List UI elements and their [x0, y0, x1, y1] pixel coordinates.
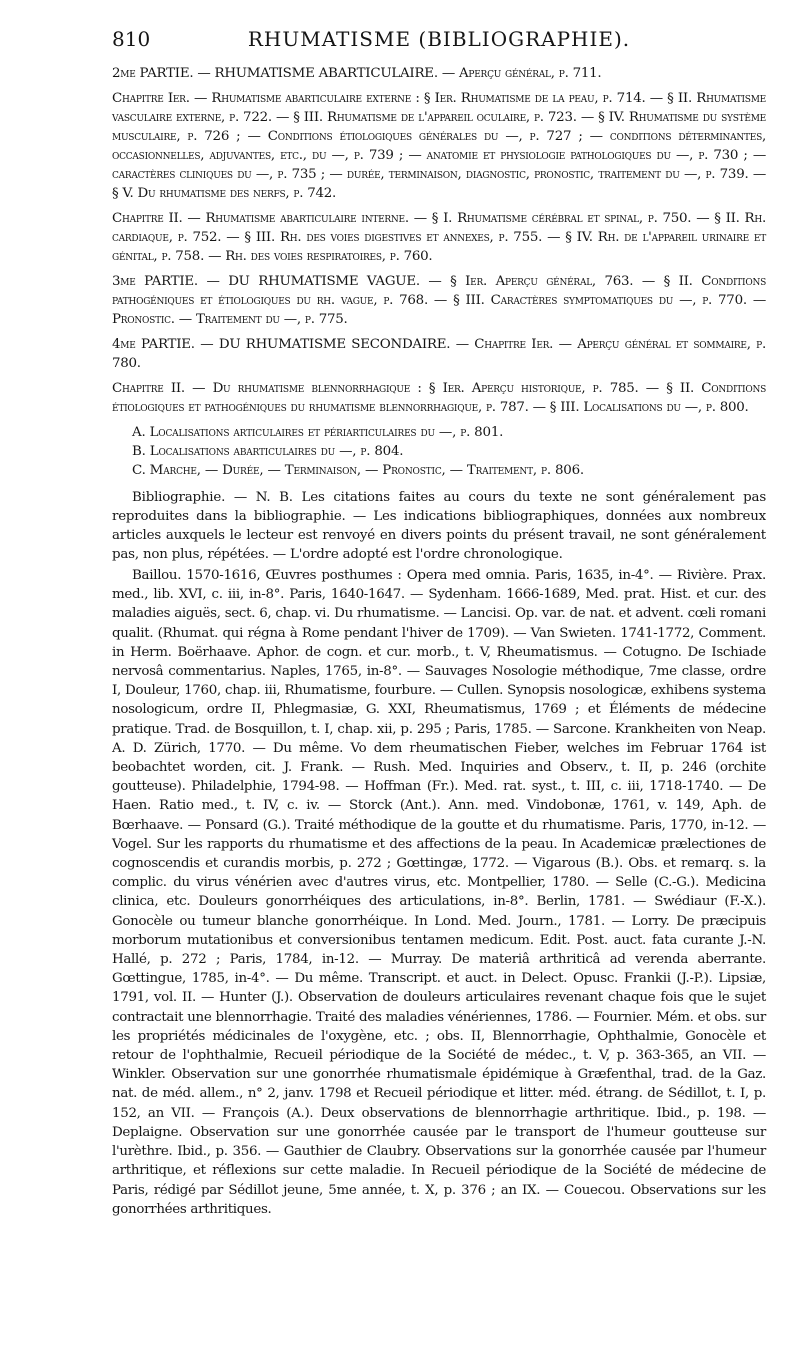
page-number: 810	[112, 27, 151, 51]
bibliography-intro: Bibliographie. — N. B. Les citations faites au cours du texte ne sont généralement pas reproduites dans la bibliographie. — Les indications bibliographiques, données aux nombreux articles auxquels le lecteur est renvoyé en divers points du présent travail, ne sont généralement pas, non plus, répétées. — L'ordre adopté est l'ordre chronologique.	[112, 490, 766, 562]
running-title: RHUMATISME (BIBLIOGRAPHIE).	[247, 27, 631, 51]
section-part-3: 3me PARTIE. — DU RHUMATISME VAGUE. — § Ier. Aperçu général, 763. — § II. Conditions pathogéniques et étiologiques du rh. vague, p. 768. — § III. Caractères symptomatiques du —, p. 770. — Pronostic. — Traitement du —, p. 775.	[112, 274, 766, 327]
section-chapter-2-blennorrhagique: Chapitre II. — Du rhumatisme blennorrhagique : § Ier. Aperçu historique, p. 785. — § II. Conditions étiologiques et pathogéniques du rhumatisme blennorrhagique, p. 787. — § III. Localisations du —, p. 800.	[112, 381, 766, 415]
section-part-4: 4me PARTIE. — DU RHUMATISME SECONDAIRE. — Chapitre Ier. — Aperçu général et sommaire, p. 780.	[112, 337, 766, 371]
bibliography-entries: Baillou. 1570-1616, Œuvres posthumes : Opera med omnia. Paris, 1635, in-4°. — Rivière. Prax. med., lib. XVI, c. iii, in-8°. Paris, 1640-1647. — Sydenham. 1666-1689, Med. prat. Hist. et cur. des maladies aiguës, sect. 6, chap. vi. Du rhumatisme. — Lancisi. Op. var. de nat. et advent. cœli romani qualit. (Rhumat. qui régna à Rome pendant l'hiver de 1709). — Van Swieten. 1741-1772, Comment. in Herm. Boërhaave. Aphor. de cogn. et cur. morb., t. V, Rheumatismus. — Cotugno. De Ischiade nervosâ commentarius. Naples, 1765, in-8°. — Sauvages Nosologie méthodique, 7me classe, ordre I, Douleur, 1760, chap. iii, Rhumatisme, fourbure. — Cullen. Synopsis nosologicæ, exhibens systema nosologicum, ordre II, Phlegmasiæ, G. XXI, Rheumatismus, 1769 ; et Éléments de médecine pratique. Trad. de Bosquillon, t. I, chap. xii, p. 295 ; Paris, 1785. — Sarcone. Krankheiten von Neap. A. D. Zürich, 1770. — Du même. Vo dem rheumatischen Fieber, welches im Februar 1764 ist beobachtet worden, cit. J. Frank. — Rush. Med. Inquiries and Observ., t. II, p. 246 (orchite goutteuse). Philadelphie, 1794-98. — Hoffman (Fr.). Med. rat. syst., t. III, c. iii, 1718-1740. — De Haen. Ratio med., t. IV, c. iv. — Storck (Ant.). Ann. med. Vindobonæ, 1761, v. 149, Aph. de Bœrhaave. — Ponsard (G.). Traité méthodique de la goutte et du rhumatisme. Paris, 1770, in-12. — Vogel. Sur les rapports du rhumatisme et des affections de la peau. In Academicæ prælectiones de cognoscendis et curandis morbis, p. 272 ; Gœttingæ, 1772. — Vigarous (B.). Obs. et remarq. s. la complic. du virus vénérien avec d'autres virus, etc. Montpellier, 1780. — Selle (C.-G.). Medicina clinica, etc. Douleurs gonorrhéiques des articulations, in-8°. Berlin, 1781. — Swédiaur (F.-X.). Gonocèle ou tumeur blanche gonorrhéique. In Lond. Med. Journ., 1781. — Lorry. De præcipuis morborum mutationibus et conversionibus tentamen medicum. Edit. Post. auct. fata curante J.-N. Hallé, p. 272 ; Paris, 1784, in-12. — Murray. De materiâ arthriticâ ad verenda aberrante. Gœttingue, 1785, in-4°. — Du même. Transcript. et auct. in Delect. Opusc. Frankii (J.-P.). Lipsiæ, 1791, vol. II. — Hunter (J.). Observation de douleurs articulaires revenant chaque fois que le sujet contractait une blennorrhagie. Traité des maladies vénériennes, 1786. — Fournier. Mém. et obs. sur les propriétés médicinales de l'oxygène, etc. ; obs. II, Blennorrhagie, Ophthalmie, Gonocèle et retour de l'ophthalmie, Recueil périodique de la Société de médec., t. V, p. 363-365, an VII. — Winkler. Observation sur une gonorrhée rhumatismale épidémique à Græfenthal, trad. de la Gaz. nat. de méd. allem., n° 2, janv. 1798 et Recueil périodique et litter. méd. étrang. de Sédillot, t. I, p. 152, an VII. — François (A.). Deux observations de blennorrhagie arthritique. Ibid., p. 198. — Deplaigne. Observation sur une gonorrhée causée par le transport de l'humeur goutteuse sur l'urèthre. Ibid., p. 356. — Gauthier de Claubry. Observations sur la gonorrhée causée par l'humeur arthritique, et réflexions sur cette maladie. In Recueil périodique de la Société de médecine de Paris, rédigé par Sédillot jeune, 5me année, t. X, p. 376 ; an IX. — Couecou. Observations sur les gonorrhées arthritiques.	[112, 568, 766, 1217]
running-head	[112, 24, 766, 54]
section-chapter-1: Chapitre Ier. — Rhumatisme abarticulaire externe : § Ier. Rhumatisme de la peau, p. 714. — § II. Rhumatisme vasculaire externe, p. 722. — § III. Rhumatisme de l'appareil oculaire, p. 723. — § IV. Rhumatisme du système musculaire, p. 726 ; — Conditions étiologiques générales du —, p. 727 ; — conditions déterminantes, occasionnelles, adjuvantes, etc., du —, p. 739 ; — anatomie et physiologie pathologiques du —, p. 730 ; — caractères cliniques du —, p. 735 ; — durée, terminaison, diagnostic, pronostic, traitement du —, p. 739. — § V. Du rhumatisme des nerfs, p. 742.	[112, 91, 766, 201]
section-part-2: 2me PARTIE. — RHUMATISME ABARTICULAIRE. — Aperçu général, p. 711.	[112, 66, 602, 81]
section-chapter-2: Chapitre II. — Rhumatisme abarticulaire interne. — § I. Rhumatisme cérébral et spinal, p. 750. — § II. Rh. cardiaque, p. 752. — § III. Rh. des voies digestives et annexes, p. 755. — § IV. Rh. de l'appareil urinaire et génital, p. 758. — Rh. des voies respiratoires, p. 760.	[112, 211, 766, 264]
sub-item-a: A. Localisations articulaires et périarticulaires du —, p. 801.	[132, 425, 504, 440]
sub-item-c: C. Marche, — Durée, — Terminaison, — Pronostic, — Traitement, p. 806.	[132, 463, 584, 478]
sub-item-b: B. Localisations abarticulaires du —, p. 804.	[132, 444, 404, 459]
